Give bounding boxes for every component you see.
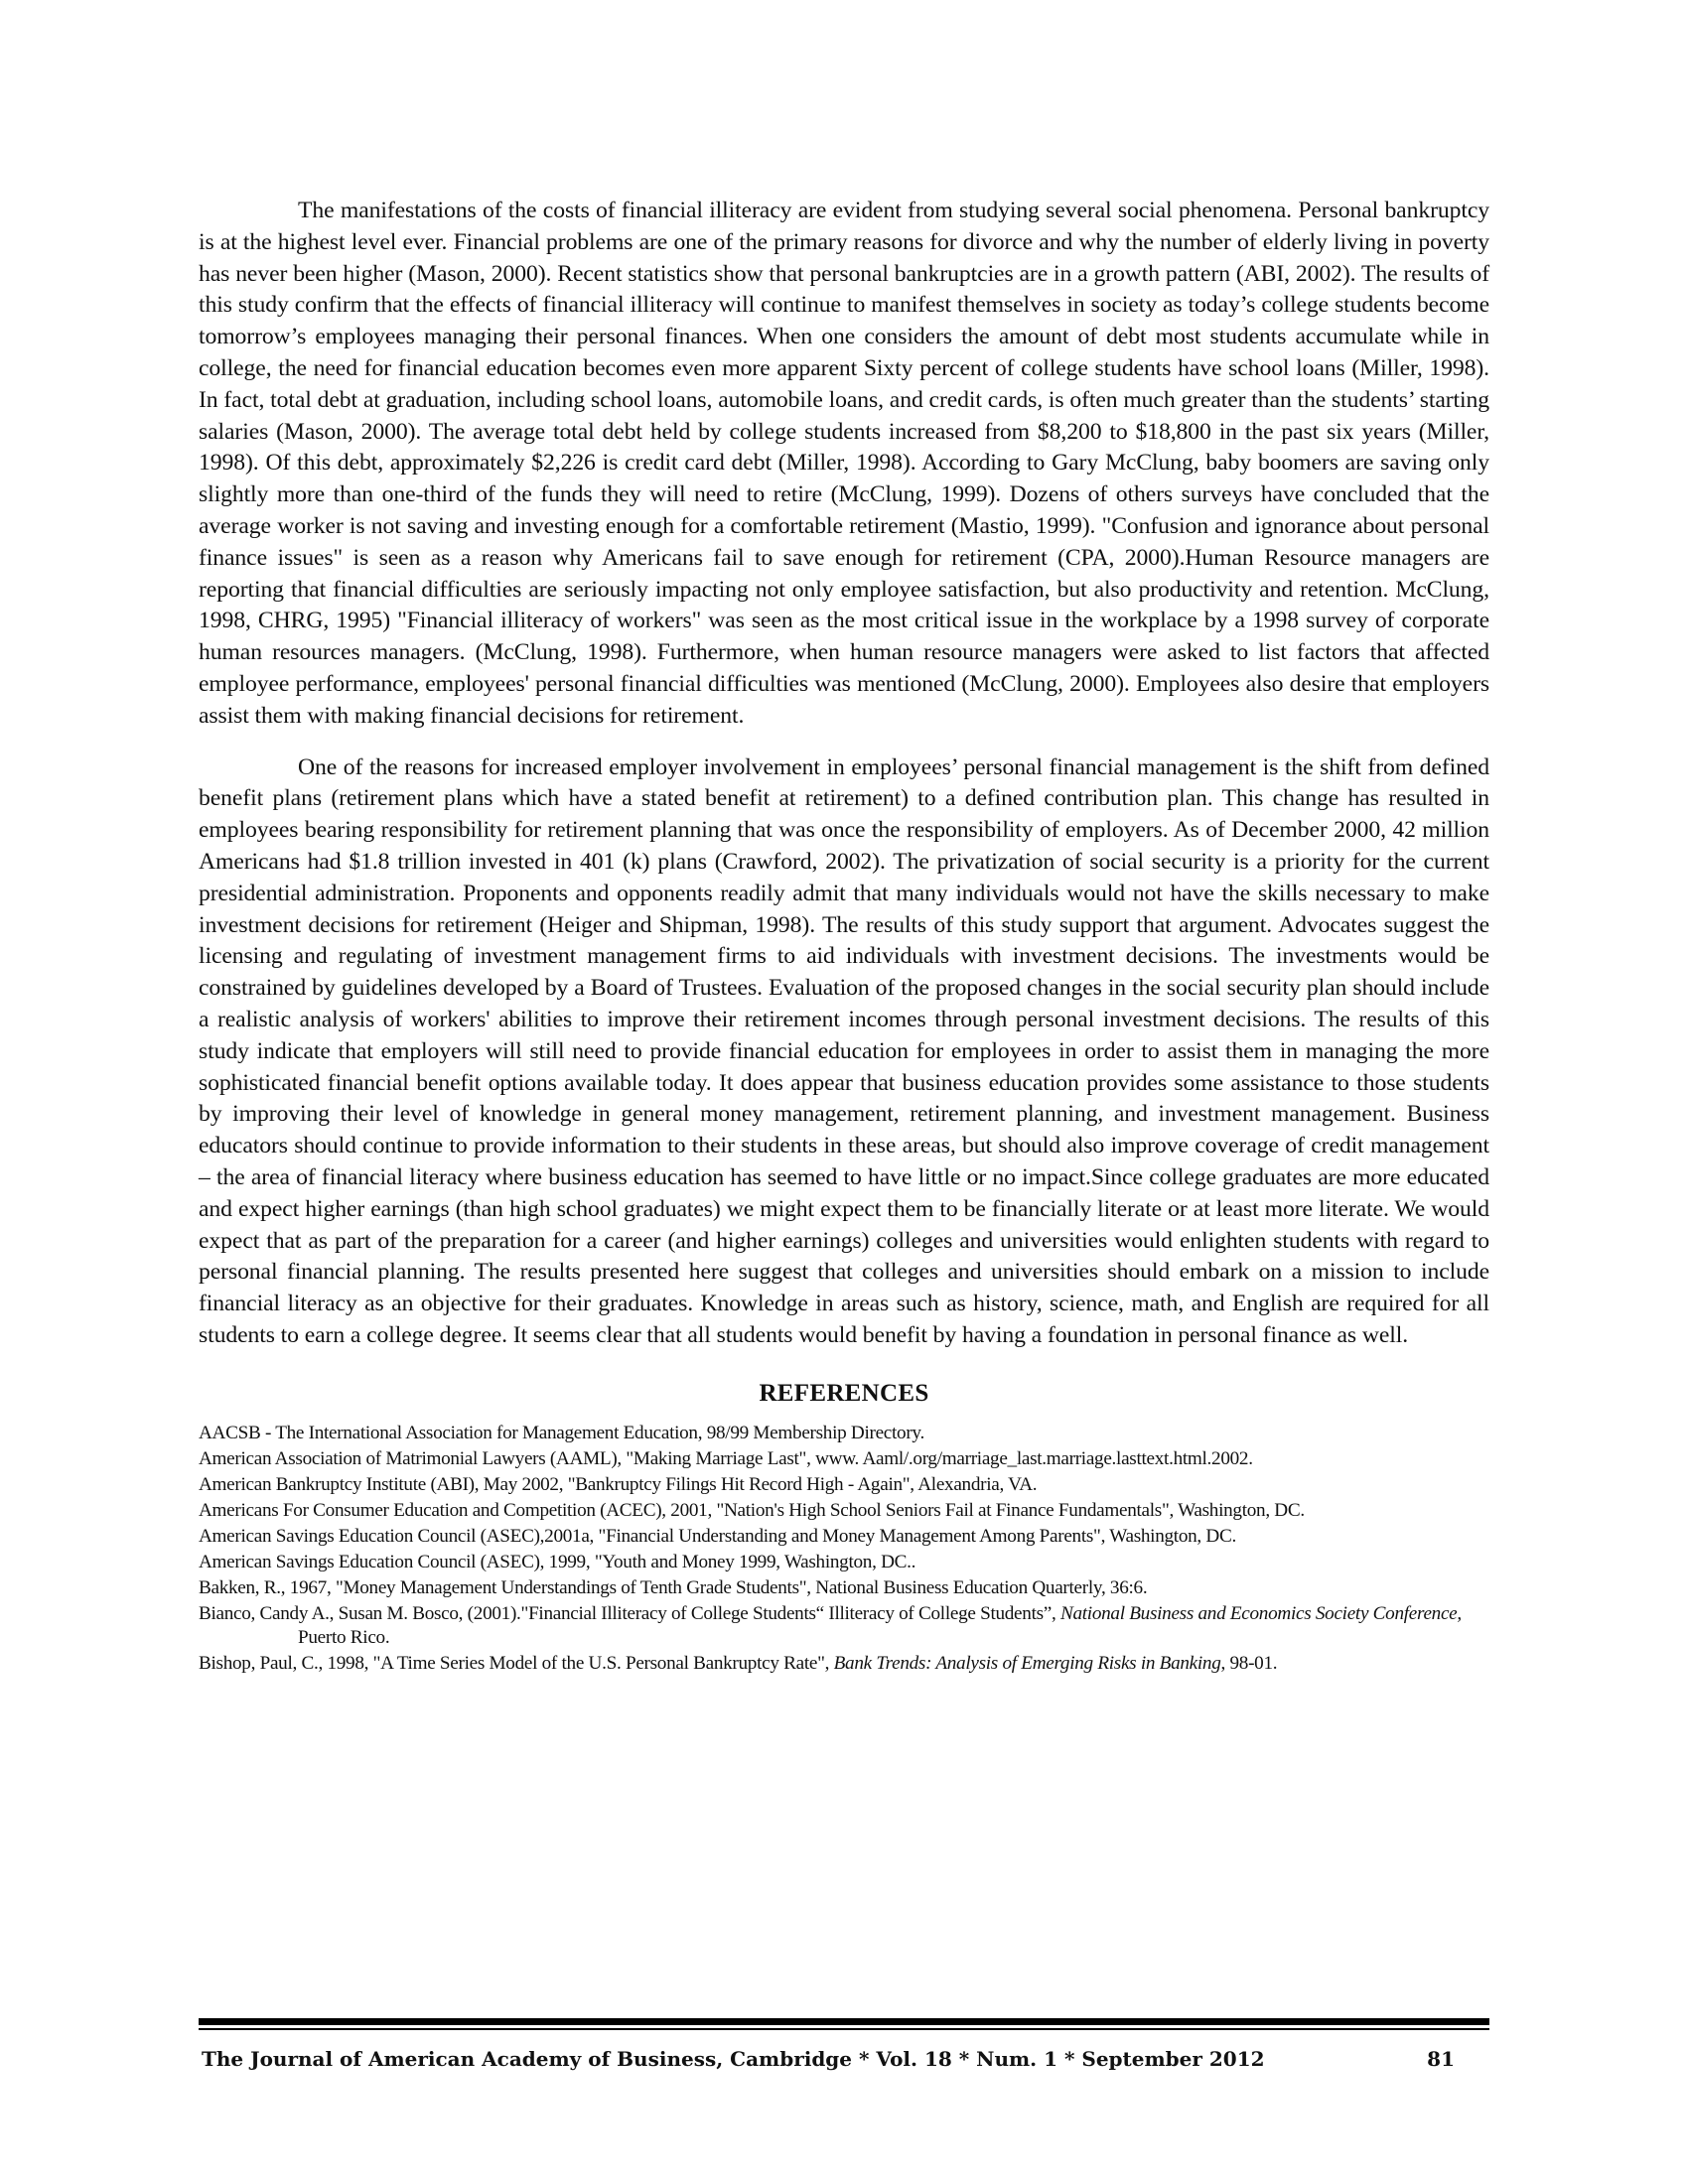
footer-divider [199, 2018, 1489, 2030]
reference-list [199, 1422, 1489, 1676]
reference-item [199, 1602, 1489, 1650]
body-paragraph-1: The manifestations of the costs of financial illiteracy are evident from studying several social phenomena. Personal bankruptcy is at the highest level ever. Financial problems are one of the primary reasons for divorce and why the number of elderly living in poverty has never been higher (Mason, 2000). Recent statistics show that personal bankruptcies are in a growth pattern (ABI, 2002). The results of this study confirm that the effects of financial illiteracy will continue to manifest themselves in society as today’s college students become tomorrow’s employees managing their personal finances. When one considers the amount of debt most students accumulate while in college, the need for financial education becomes even more apparent Sixty percent of college students have school loans (Miller, 1998). In fact, total debt at graduation, including school loans, automobile loans, and credit cards, is often much greater than the students’ starting salaries (Mason, 2000). The average total debt held by college students increased from $8,200 to $18,800 in the past six years (Miller, 1998). Of this debt, approximately $2,226 is credit card debt (Miller, 1998). According to Gary McClung, baby boomers are saving only slightly more than one-third of the funds they will need to retire (McClung, 1999). Dozens of others surveys have concluded that the average worker is not saving and investing enough for a comfortable retirement (Mastio, 1999). "Confusion and ignorance about personal finance issues" is seen as a reason why Americans fail to save enough for retirement (CPA, 2000).Human Resource managers are reporting that financial difficulties are seriously impacting not only employee satisfaction, but also productivity and retention. McClung, 1998, CHRG, 1995) "Financial illiteracy of workers" was seen as the most critical issue in the workplace by a 1998 survey of corporate human resources managers. (McClung, 1998). Furthermore, when human resource managers were asked to list factors that affected employee performance, employees' personal financial difficulties was mentioned (McClung, 2000). Employees also desire that employers assist them with making financial decisions for retirement. [199, 198, 1489, 729]
journal-citation: The Journal of American Academy of Business, Cambridge * Vol. 18 * Num. 1 * September 2012 [202, 2047, 1265, 2071]
reference-text: Bianco, Candy A., Susan M. Bosco, (2001)."Financial Illiteracy of College Students“ Illiteracy of College Students”, [199, 1602, 1060, 1624]
reference-text: Puerto Rico. [298, 1626, 390, 1648]
page-footer [202, 2047, 1455, 2071]
reference-text: Bishop, Paul, C., 1998, "A Time Series Model of the U.S. Personal Bankruptcy Rate", [199, 1652, 834, 1674]
footer-rule-thin [199, 2028, 1489, 2030]
reference-item: American Savings Education Council (ASEC), 1999, "Youth and Money 1999, Washington, DC.. [199, 1551, 916, 1572]
references-heading: REFERENCES [759, 1379, 929, 1407]
reference-item: Bakken, R., 1967, "Money Management Understandings of Tenth Grade Students", National Business Education Quarterly, 36:6. [199, 1576, 1148, 1598]
reference-item [199, 1652, 1489, 1676]
reference-item: Americans For Consumer Education and Competition (ACEC), 2001, "Nation's High School Seniors Fail at Finance Fundamentals", Washington, DC. [199, 1499, 1305, 1521]
reference-item: American Bankruptcy Institute (ABI), May 2002, "Bankruptcy Filings Hit Record High - Again", Alexandria, VA. [199, 1473, 1038, 1495]
page-number: 81 [1427, 2047, 1455, 2071]
reference-item: American Savings Education Council (ASEC),2001a, "Financial Understanding and Money Management Among Parents", Washington, DC. [199, 1525, 1236, 1547]
reference-item: American Association of Matrimonial Lawyers (AAML), "Making Marriage Last", www. Aaml/.org/marriage_last.marriage.lasttext.html.2002. [199, 1447, 1253, 1469]
reference-venue: National Business and Economics Society Conference, [1059, 1602, 1462, 1624]
page-content [199, 196, 1489, 1678]
reference-text: , 98-01. [1220, 1652, 1278, 1674]
body-paragraph-2: One of the reasons for increased employer involvement in employees’ personal financial management is the shift from defined benefit plans (retirement plans which have a stated benefit at retirement) to a defined contribution plan. This change has resulted in employees bearing responsibility for retirement planning that was once the responsibility of employers. As of December 2000, 42 million Americans had $1.8 trillion invested in 401 (k) plans (Crawford, 2002). The privatization of social security is a priority for the current presidential administration. Proponents and opponents readily admit that many individuals would not have the skills necessary to make investment decisions for retirement (Heiger and Shipman, 1998). The results of this study support that argument. Advocates suggest the licensing and regulating of investment management firms to aid individuals with investment decisions. The investments would be constrained by guidelines developed by a Board of Trustees. Evaluation of the proposed changes in the social security plan should include a realistic analysis of workers' abilities to improve their retirement incomes through personal investment decisions. The results of this study indicate that employers will still need to provide financial education for employees in order to assist them in managing the more sophisticated financial benefit options available today. It does appear that business education provides some assistance to those students by improving their level of knowledge in general money management, retirement planning, and investment management. Business educators should continue to provide information to their students in these areas, but should also improve coverage of credit management – the area of financial literacy where business education has seemed to have little or no impact.Since college graduates are more educated and expect higher earnings (than high school graduates) we might expect them to be financially literate or at least more literate. We would expect that as part of the preparation for a career (and higher earnings) colleges and universities would enlighten students with regard to personal financial planning. The results presented here suggest that colleges and universities should embark on a mission to include financial literacy as an objective for their graduates. Knowledge in areas such as history, science, math, and English are required for all students to earn a college degree. It seems clear that all students would benefit by having a foundation in personal finance as well. [199, 753, 1489, 1348]
reference-venue: Bank Trends: Analysis of Emerging Risks in Banking [833, 1652, 1221, 1674]
footer-rule-thick [199, 2018, 1489, 2025]
reference-item: AACSB - The International Association for Management Education, 98/99 Membership Directory. [199, 1422, 924, 1443]
